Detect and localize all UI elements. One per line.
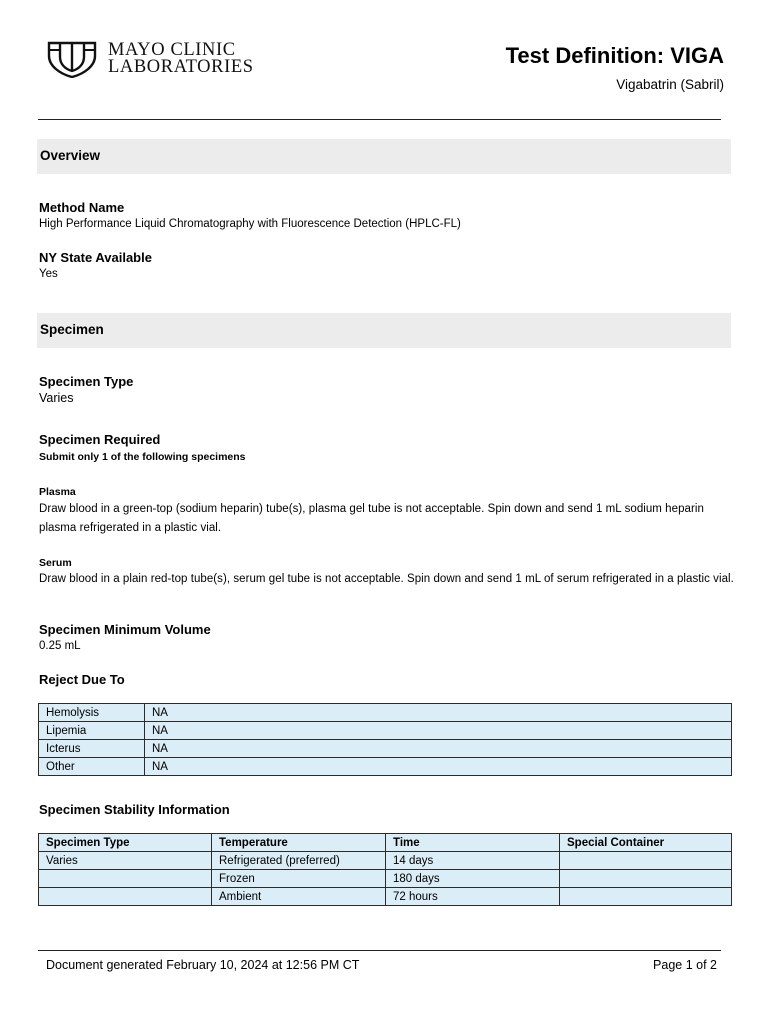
method-name-value: High Performance Liquid Chromatography with Fluorescence Detection (HPLC-FL) xyxy=(39,218,461,230)
specimen-required-note: Submit only 1 of the following specimens xyxy=(39,451,246,463)
column-header: Temperature xyxy=(212,834,386,852)
table-row xyxy=(39,888,732,906)
reject-reason: Hemolysis xyxy=(39,704,145,722)
reject-value: NA xyxy=(145,740,732,758)
reject-value: NA xyxy=(145,704,732,722)
stability-label: Specimen Stability Information xyxy=(39,802,230,817)
table-cell xyxy=(560,888,732,906)
specimen-heading: Specimen xyxy=(40,322,104,337)
overview-section-header xyxy=(37,139,731,174)
reject-reason: Icterus xyxy=(39,740,145,758)
column-header: Specimen Type xyxy=(39,834,212,852)
table-cell xyxy=(560,852,732,870)
plasma-instructions: Draw blood in a green-top (sodium heparin) tube(s), plasma gel tube is not acceptable. Spin down and send 1 mL sodium heparin plasma refrigerated in a plastic vial. xyxy=(39,503,704,534)
footer-page-number: Page 1 of 2 xyxy=(653,958,717,972)
overview-heading: Overview xyxy=(40,148,101,163)
ny-state-value: Yes xyxy=(39,268,58,280)
page-title: Test Definition: VIGA xyxy=(505,43,724,68)
logo-text xyxy=(108,42,254,76)
specimen-type-value: Varies xyxy=(39,391,74,405)
ny-state-label: NY State Available xyxy=(39,250,152,265)
table-cell: Frozen xyxy=(212,870,386,888)
column-header: Special Container xyxy=(560,834,732,852)
table-row xyxy=(39,704,732,722)
table-cell: 180 days xyxy=(386,870,560,888)
table-cell: Varies xyxy=(39,852,212,870)
reject-value: NA xyxy=(145,722,732,740)
method-name-label: Method Name xyxy=(39,200,125,215)
table-cell xyxy=(560,870,732,888)
serum-instructions: Draw blood in a plain red-top tube(s), serum gel tube is not acceptable. Spin down and send 1 mL of serum refrigerated in a plastic vial. xyxy=(39,573,734,585)
logo-line-1: MAYO CLINIC xyxy=(108,40,236,60)
table-row xyxy=(39,740,732,758)
reject-value: NA xyxy=(145,758,732,776)
reject-reason: Other xyxy=(39,758,145,776)
table-cell: Ambient xyxy=(212,888,386,906)
reject-reason: Lipemia xyxy=(39,722,145,740)
table-row xyxy=(39,758,732,776)
table-row xyxy=(39,852,732,870)
reject-table xyxy=(38,703,732,776)
specimen-type-label: Specimen Type xyxy=(39,374,134,389)
reject-due-to-label: Reject Due To xyxy=(39,672,125,687)
footer-divider xyxy=(38,950,721,951)
table-cell xyxy=(39,870,212,888)
mayo-clinic-logo xyxy=(46,40,254,78)
page-subtitle: Vigabatrin (Sabril) xyxy=(616,77,724,92)
mayo-shield-icon xyxy=(46,40,98,78)
footer-generated-date: Document generated February 10, 2024 at 12:56 PM CT xyxy=(46,958,360,972)
table-cell xyxy=(39,888,212,906)
table-row xyxy=(39,870,732,888)
table-cell: Refrigerated (preferred) xyxy=(212,852,386,870)
table-header-row xyxy=(39,834,732,852)
serum-label: Serum xyxy=(39,557,72,569)
stability-table xyxy=(38,833,732,906)
min-volume-label: Specimen Minimum Volume xyxy=(39,622,211,637)
table-row xyxy=(39,722,732,740)
min-volume-value: 0.25 mL xyxy=(39,640,81,652)
table-cell: 72 hours xyxy=(386,888,560,906)
specimen-required-label: Specimen Required xyxy=(39,432,161,447)
specimen-section-header xyxy=(37,313,731,348)
table-cell: 14 days xyxy=(386,852,560,870)
logo-line-2: LABORATORIES xyxy=(108,57,254,77)
plasma-label: Plasma xyxy=(39,486,76,498)
header-divider xyxy=(38,119,721,120)
column-header: Time xyxy=(386,834,560,852)
